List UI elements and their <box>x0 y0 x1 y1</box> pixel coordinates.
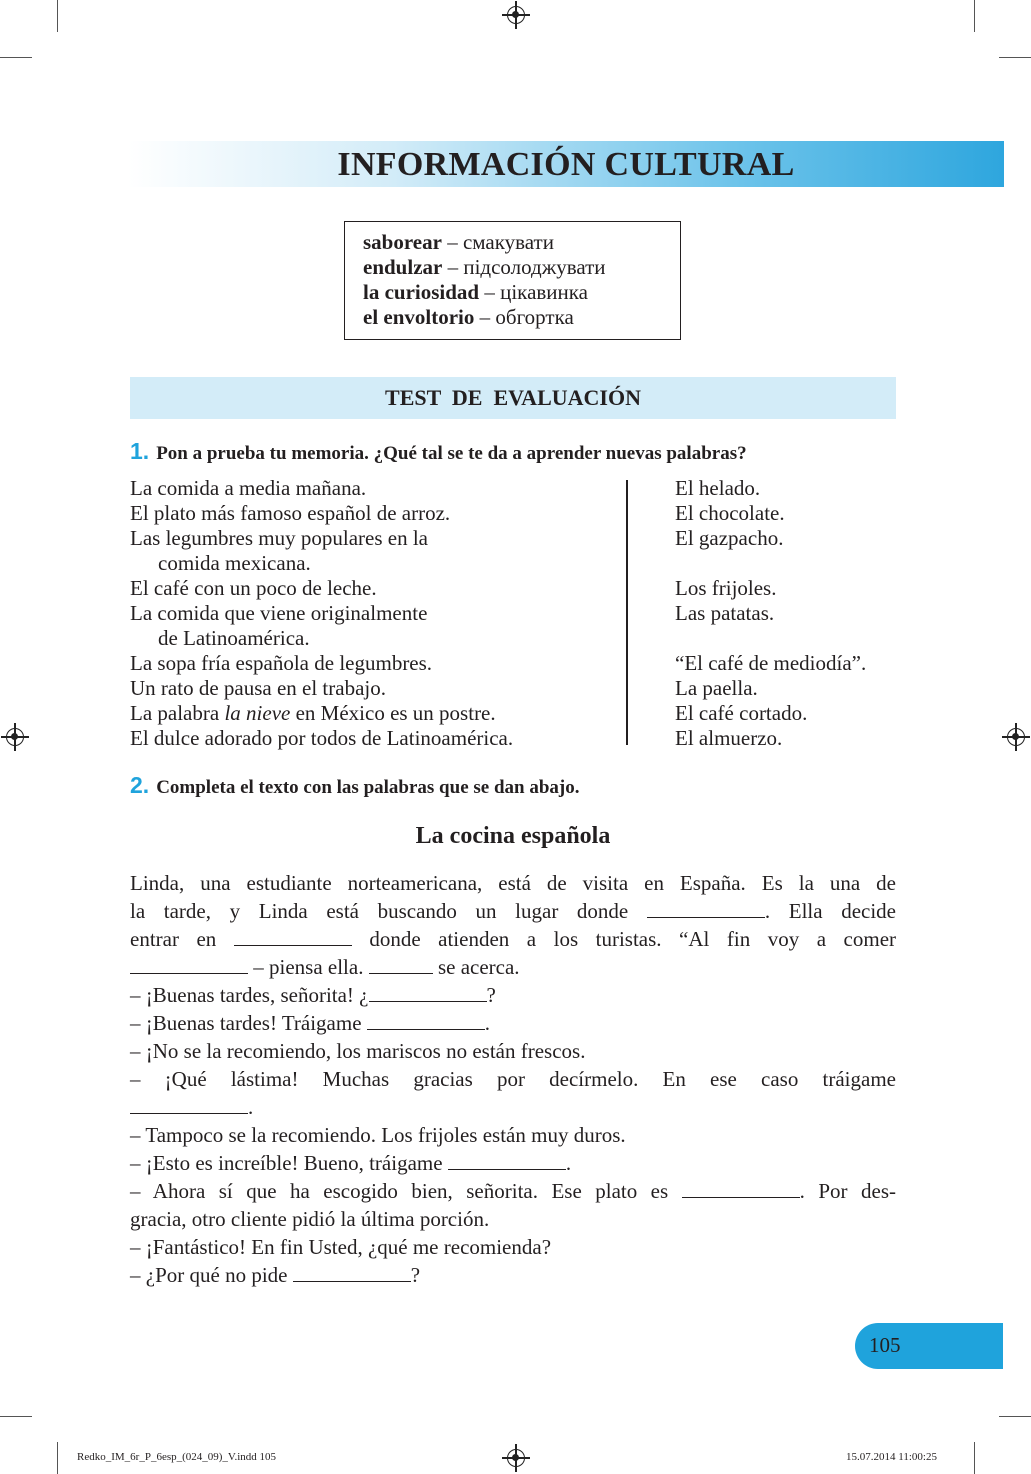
dialogue-line <box>130 981 896 1009</box>
list-item: El café cortado. <box>675 701 808 725</box>
vocab-item <box>363 255 680 280</box>
list-item: La sopa fría española de legumbres. <box>130 651 433 675</box>
text-run: . <box>565 1151 572 1175</box>
list-item: El almuerzo. <box>675 726 783 750</box>
page-number: 105 <box>869 1333 901 1357</box>
vocab-item <box>363 230 680 255</box>
text-line <box>130 1093 896 1121</box>
dialogue-line: – ¡Fantástico! En fin Usted, ¿qué me recomienda? <box>130 1235 552 1259</box>
list-item: El chocolate. <box>675 501 785 525</box>
spacer <box>675 551 915 576</box>
crop-mark <box>0 57 32 58</box>
test-heading-text: TEST DE EVALUACIÓN <box>385 385 641 410</box>
dialogue-line: – Tampoco se la recomiendo. Los frijoles están muy duros. <box>130 1123 626 1147</box>
crop-mark <box>999 1416 1031 1417</box>
list-item: La comida a media mañana. <box>130 476 367 500</box>
registration-mark-icon <box>507 6 525 24</box>
vocab-item <box>363 280 680 305</box>
test-heading <box>130 377 896 419</box>
exercise-1-heading <box>130 438 747 465</box>
text-line <box>130 953 896 981</box>
text-run: . Por des- <box>799 1179 896 1203</box>
fill-blank[interactable] <box>369 955 433 974</box>
italic-term: la nieve <box>224 701 291 725</box>
text-run: – ¡Buenas tardes, señorita! ¿ <box>130 983 369 1007</box>
spacer <box>675 626 915 651</box>
list-item: La comida que viene originalmente <box>130 601 428 625</box>
fill-blank[interactable] <box>130 955 248 974</box>
list-item: El café con un poco de leche. <box>130 576 377 600</box>
list-item: El helado. <box>675 476 761 500</box>
story-text <box>130 869 896 1289</box>
exercise-instruction: Pon a prueba tu memoria. ¿Qué tal se te da a aprender nuevas palabras? <box>156 443 747 464</box>
text-run: se acerca. <box>437 955 520 979</box>
fill-blank[interactable] <box>369 983 487 1002</box>
text-run: La palabra <box>130 701 225 725</box>
vocabulary-box <box>344 221 681 340</box>
registration-mark-icon <box>6 728 24 746</box>
crop-mark <box>974 0 975 32</box>
registration-mark-icon <box>507 1449 525 1467</box>
crop-mark <box>57 0 58 32</box>
list-item: de Latinoamérica. <box>158 626 310 650</box>
matching-right-column <box>675 476 915 751</box>
list-item: El gazpacho. <box>675 526 784 550</box>
exercise-number: 1. <box>130 438 150 464</box>
text-run: – piensa ella. <box>253 955 364 979</box>
text-run: ? <box>486 983 496 1007</box>
fill-blank[interactable] <box>234 927 352 946</box>
crop-mark <box>999 57 1031 58</box>
registration-mark-icon <box>1007 728 1025 746</box>
list-item: “El café de mediodía”. <box>675 651 867 675</box>
page-number-tab <box>855 1323 1003 1369</box>
matching-left-column <box>130 476 610 751</box>
vocab-translation: – цікавинка <box>484 280 588 304</box>
list-item: Las legumbres muy populares en la <box>130 526 428 550</box>
list-item: La paella. <box>675 676 758 700</box>
list-item: El dulce adorado por todos de Latinoamérica. <box>130 726 514 750</box>
text-line: gracia, otro cliente pidió la última porción. <box>130 1207 490 1231</box>
text-run: – Ahora sí que ha escogido bien, señorita. Ese plato es <box>130 1179 669 1203</box>
text-run: – ¿Por qué no pide <box>130 1263 288 1287</box>
fill-blank[interactable] <box>130 1095 248 1114</box>
fill-blank[interactable] <box>367 1011 485 1030</box>
vocab-translation: – обгортка <box>479 305 574 329</box>
exercise-instruction: Completa el texto con las palabras que se dan abajo. <box>156 777 580 798</box>
footer-filename: Redko_IM_6r_P_6esp_(024_09)_V.indd 105 <box>77 1451 277 1463</box>
list-item: El plato más famoso español de arroz. <box>130 501 451 525</box>
list-item: comida mexicana. <box>158 551 311 575</box>
text-run: . Ella decide <box>764 899 896 923</box>
section-banner <box>128 141 1004 187</box>
dialogue-line <box>130 1009 896 1037</box>
vocab-term: saborear <box>363 230 442 254</box>
text-line: Linda, una estudiante norteamericana, está de visita en España. Es la una de <box>130 871 896 895</box>
text-run: – ¡Buenas tardes! Tráigame <box>130 1011 362 1035</box>
exercise-2-heading <box>130 772 579 799</box>
vocab-translation: – підсолоджувати <box>447 255 606 279</box>
text-run: . <box>484 1011 491 1035</box>
fill-blank[interactable] <box>682 1179 800 1198</box>
list-item: Las patatas. <box>675 601 775 625</box>
dialogue-line <box>130 1261 896 1289</box>
crop-mark <box>0 1416 32 1417</box>
vocab-term: el envoltorio <box>363 305 475 329</box>
text-run: la tarde, y Linda está buscando un lugar donde <box>130 899 629 923</box>
list-item: Los frijoles. <box>675 576 777 600</box>
text-run: donde atienden a los turistas. “Al fin voy a comer <box>369 927 897 951</box>
text-run: en México es un postre. <box>290 701 496 725</box>
column-divider <box>626 480 628 745</box>
dialogue-line <box>130 1149 896 1177</box>
section-title: INFORMACIÓN CULTURAL <box>337 146 795 183</box>
fill-blank[interactable] <box>448 1151 566 1170</box>
list-item <box>130 701 610 726</box>
text-run: – ¡Esto es increíble! Bueno, tráigame <box>130 1151 443 1175</box>
vocab-translation: – смакувати <box>447 230 554 254</box>
text-run: entrar en <box>130 927 217 951</box>
fill-blank[interactable] <box>293 1263 411 1282</box>
vocab-term: la curiosidad <box>363 280 480 304</box>
vocab-item <box>363 305 680 330</box>
list-item: Un rato de pausa en el trabajo. <box>130 676 386 700</box>
text-run: ? <box>410 1263 421 1287</box>
text-run: . <box>248 1095 254 1119</box>
text-line <box>130 925 896 953</box>
crop-mark <box>57 1442 58 1474</box>
exercise-number: 2. <box>130 772 150 798</box>
story-title: La cocina española <box>415 823 611 849</box>
dialogue-line: – ¡No se la recomiendo, los mariscos no están frescos. <box>130 1039 586 1063</box>
fill-blank[interactable] <box>647 899 765 918</box>
dialogue-line: – ¡Qué lástima! Muchas gracias por decírmelo. En ese caso tráigame <box>130 1067 896 1091</box>
dialogue-line <box>130 1177 896 1205</box>
footer-timestamp: 15.07.2014 11:00:25 <box>846 1451 937 1463</box>
vocab-term: endulzar <box>363 255 443 279</box>
text-line <box>130 897 896 925</box>
crop-mark <box>974 1442 975 1474</box>
